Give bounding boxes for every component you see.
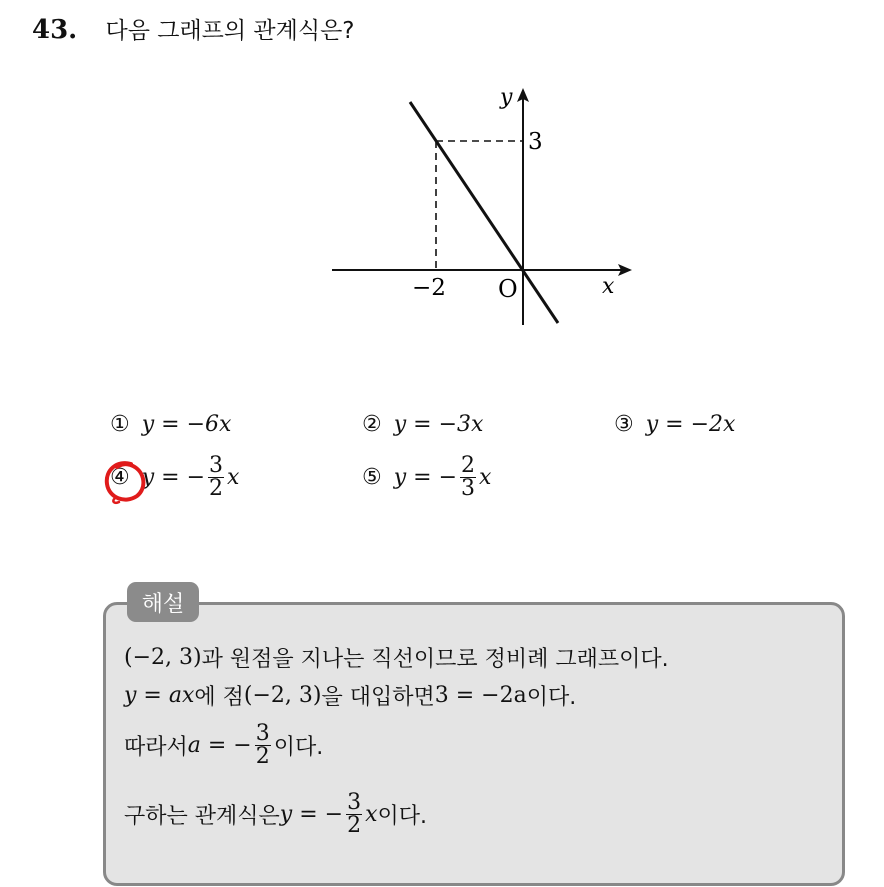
option-mark: ② xyxy=(362,412,382,437)
option-expression-lhs: y = − xyxy=(141,465,206,490)
question-text: 다음 그래프의 관계식은? xyxy=(105,18,355,44)
solution-fraction xyxy=(255,723,271,768)
solution-variable: x xyxy=(365,802,378,827)
question-number: 43. xyxy=(32,15,78,45)
solution-text: 에 점 xyxy=(194,685,244,710)
option-1[interactable] xyxy=(110,412,231,437)
option-3[interactable] xyxy=(614,412,735,437)
solution-equation: y = − xyxy=(279,802,344,827)
y-axis-label: y xyxy=(500,85,513,110)
line-graph xyxy=(320,80,640,340)
fraction-denominator: 2 xyxy=(347,813,362,838)
solution-line-3 xyxy=(124,723,323,768)
option-mark: ④ xyxy=(110,465,130,490)
option-fraction xyxy=(208,455,224,500)
option-variable: x xyxy=(227,465,240,490)
option-2[interactable] xyxy=(362,412,483,437)
solution-fraction xyxy=(346,792,362,837)
fraction-denominator: 2 xyxy=(255,744,270,769)
solution-line-2 xyxy=(124,680,576,711)
solution-text: 이다. xyxy=(273,735,324,760)
solution-line-1 xyxy=(124,642,669,673)
option-variable: x xyxy=(479,465,492,490)
solution-text: 이다. xyxy=(377,804,427,829)
y-tick-label: 3 xyxy=(528,129,543,155)
x-tick-label: −2 xyxy=(412,275,446,301)
option-mark: ⑤ xyxy=(362,465,382,490)
solution-line-4 xyxy=(124,792,427,837)
option-fraction xyxy=(460,455,476,500)
option-expression: y = −6x xyxy=(141,412,232,437)
option-mark: ① xyxy=(110,412,130,437)
fraction-numerator: 3 xyxy=(209,453,224,478)
solution-text: 따라서 xyxy=(124,735,188,760)
fraction-numerator: 3 xyxy=(347,790,362,815)
option-5[interactable] xyxy=(362,455,491,500)
fraction-denominator: 3 xyxy=(461,476,476,501)
solution-tag: 해설 xyxy=(127,582,199,622)
origin-label: O xyxy=(498,275,518,303)
solution-equation: 3 = −2a xyxy=(434,683,527,708)
solution-text: 을 대입하면 xyxy=(321,685,435,710)
solution-equation: a = − xyxy=(187,733,252,758)
option-expression-lhs: y = − xyxy=(393,465,458,490)
solution-point: (−2, 3) xyxy=(243,683,322,708)
fraction-numerator: 3 xyxy=(255,721,270,746)
solution-text: 과 원점을 지나는 직선이므로 정비례 그래프이다. xyxy=(201,647,669,672)
option-expression: y = −2x xyxy=(645,412,736,437)
fraction-denominator: 2 xyxy=(209,476,224,501)
solution-text: 이다. xyxy=(526,685,577,710)
fraction-numerator: 2 xyxy=(461,453,476,478)
x-axis-label: x xyxy=(602,274,615,299)
answer-circle-icon xyxy=(101,458,149,506)
question-header xyxy=(32,12,355,45)
solution-text: 구하는 관계식은 xyxy=(124,804,280,829)
option-expression: y = −3x xyxy=(393,412,484,437)
solution-point: (−2, 3) xyxy=(124,645,202,670)
solution-equation: y = ax xyxy=(124,683,195,708)
option-mark: ③ xyxy=(614,412,634,437)
